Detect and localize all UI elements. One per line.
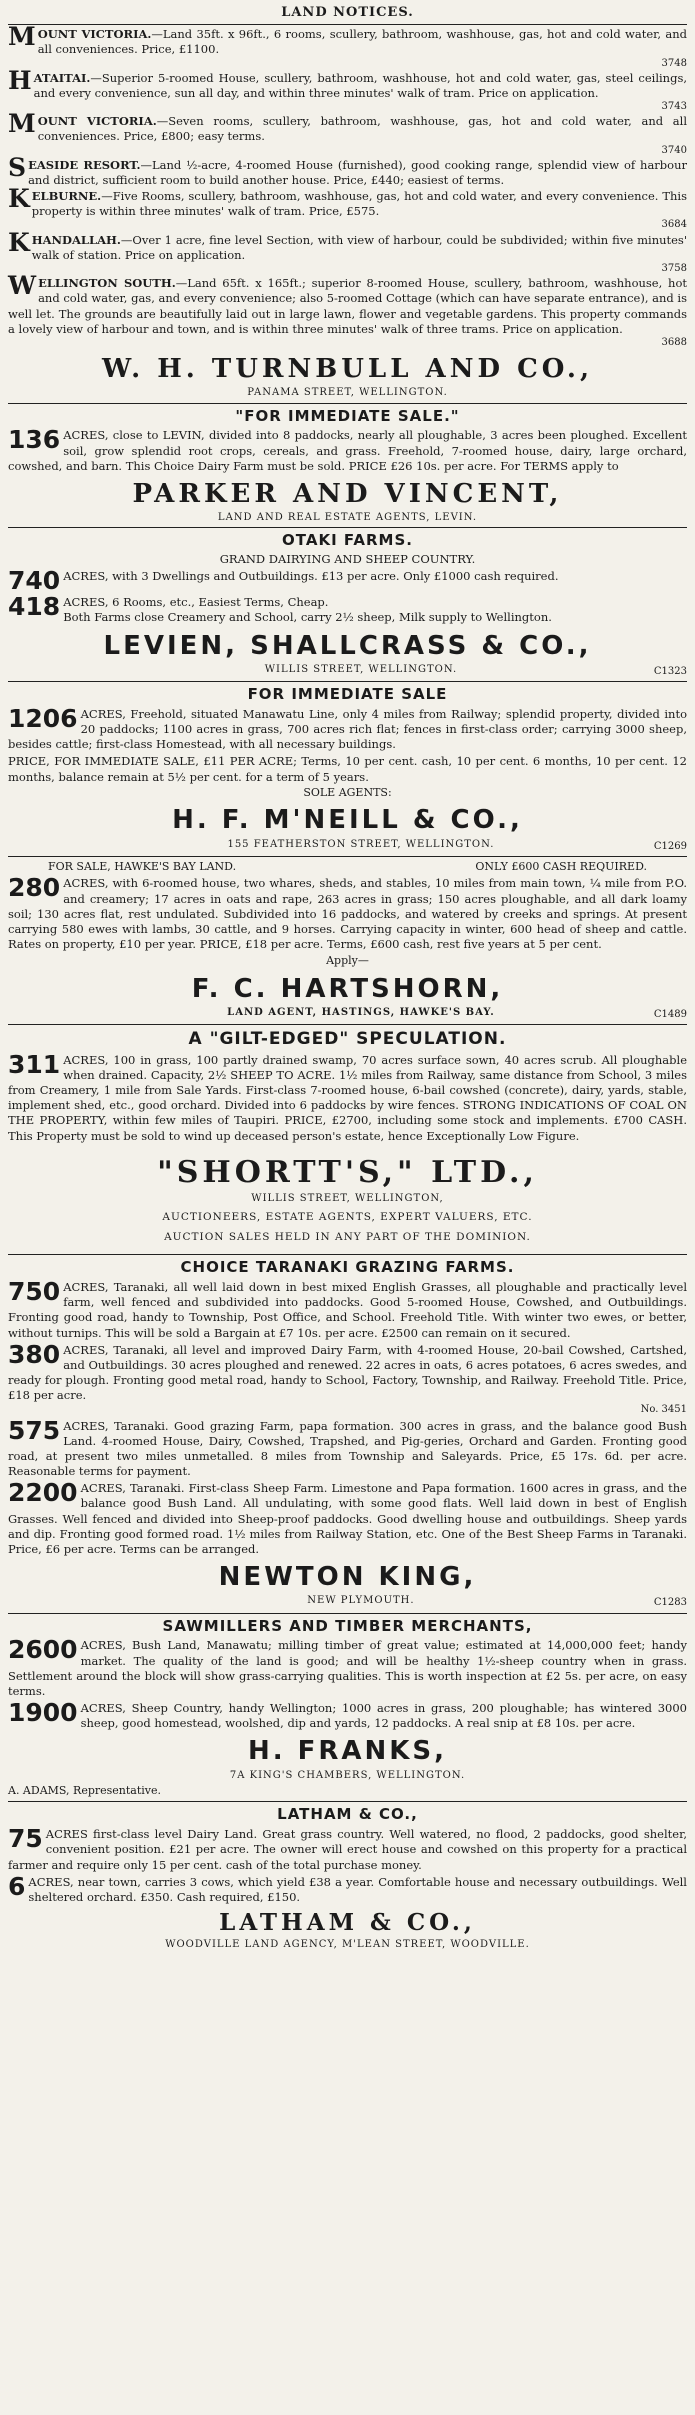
section-title: CHOICE TARANAKI GRAZING FARMS. <box>180 1258 515 1277</box>
listing <box>8 595 687 625</box>
notice-lead: ATAITAI. <box>33 70 91 85</box>
notice-ref: 3743 <box>661 101 687 113</box>
listing-text: ACRES, Sheep Country, handy Wellington; 1000 acres in grass, 200 ploughable; has wintered 3000 sheep, good homestead, woolshed, dip and yards, 12 paddocks. A real snip at £8 10s. per acre. <box>80 1701 687 1731</box>
listing-text: ACRES, Taranaki, all level and improved Dairy Farm, with 4-roomed House, 20-bail Cowshed, Cartshed, and Outbuildings. 30 acres ploughed and renewed. 22 acres in oats, 6 acres potatoes, 6 acres swedes, and ready for plough. Fronting good metal road, handy to School, Factory, Township, and Railway. Freehold Title. Price, £18 per acre. <box>8 1342 687 1403</box>
dropcap: H <box>8 65 32 95</box>
listing <box>8 876 687 952</box>
immediate-sale-levin <box>8 407 687 525</box>
notice-ref: C1269 <box>653 840 687 852</box>
listing-text: ACRES, with 3 Dwellings and Outbuildings. £13 per acre. Only £1000 cash required. <box>63 569 559 584</box>
notice-ref: 3740 <box>661 144 687 156</box>
latham-section <box>8 1805 687 1951</box>
apply-label: Apply— <box>326 954 369 968</box>
listing-acres: 380 <box>8 1342 61 1369</box>
gilt-edged-speculation <box>8 1028 687 1251</box>
listing <box>8 428 687 474</box>
notice-text: —Land 35ft. x 96ft., 6 rooms, scullery, bathroom, washhouse, gas, hot and cold water, and all conveniences. Price, £1100. <box>37 27 687 57</box>
listing <box>8 1419 687 1480</box>
listing-acres: 2200 <box>8 1481 78 1508</box>
notice-ref: 3758 <box>661 262 687 274</box>
listing-text: ACRES, close to LEVIN, divided into 8 paddocks, nearly all ploughable, 3 acres been ploughed. Excellent soil, grow splendid root crops, cereals, and grass. Freehold, 7-roomed house, dairy, large orchard, cowshed, and barn. This Choice Dairy Farm must be sold. PRICE £26 10s. per acre. For TERMS apply to <box>8 428 687 473</box>
agent-name: F. C. HARTSHORN, <box>191 973 504 1004</box>
turnbull-name: W. H. TURNBULL AND CO., <box>101 354 594 385</box>
otaki-farms <box>8 531 687 678</box>
notice-item <box>8 152 687 188</box>
listing <box>8 1481 687 1557</box>
listing <box>8 1280 687 1341</box>
section-subtitle: GRAND DAIRYING AND SHEEP COUNTRY. <box>219 552 476 567</box>
notice-lead: ELLINGTON SOUTH. <box>38 276 176 291</box>
listing-acres: 311 <box>8 1052 61 1079</box>
hawkes-left: FOR SALE, HAWKE'S BAY LAND. <box>48 859 237 873</box>
listing-text-line2: Both Farms close Creamery and School, carry 2½ sheep, Milk supply to Wellington. <box>63 610 552 625</box>
notice-lead: OUNT VICTORIA. <box>37 114 157 129</box>
notice-ref: 3688 <box>661 336 687 348</box>
listing-text: ACRES, Taranaki. Good grazing Farm, papa formation. 300 acres in grass, and the balance good Bush Land. 4-roomed House, Dairy, Cowshed, Trapshed, and Pig-geries, Orchard and Garden. Fronting good road, at present two miles unmetalled. 8 miles from Township and Saleyards. Price, £5 17s. 6d. per acre. Reasonable terms for payment. <box>8 1418 687 1479</box>
notice-text: —Land 65ft. x 165ft.; superior 8-roomed House, scullery, bathroom, washhouse, hot and cold water, gas, and every convenience; also 5-roomed Cottage (which can have separate entrance), and is well let. The grounds are beautifully laid out in large lawn, flower and vegetable gardens. This property commands a lovely view of harbour and town, and is within three minutes' walk of three trams. Price on application. <box>8 276 687 336</box>
listing <box>8 1827 687 1873</box>
immediate-sale-manawatu <box>8 685 687 853</box>
listing-text: ACRES, 6 Rooms, etc., Easiest Terms, Cheap. <box>63 595 329 610</box>
notice-item <box>8 109 688 144</box>
dropcap: M <box>8 22 36 52</box>
turnbull-address: PANAMA STREET, WELLINGTON. <box>247 387 448 399</box>
notice-lead: OUNT VICTORIA. <box>37 27 152 42</box>
price-text: PRICE, FOR IMMEDIATE SALE, £11 PER ACRE; Terms, 10 per cent. cash, 10 per cent. 6 months, 10 per cent. 12 months, balance remain at 5½ per cent. for a term of 5 years. <box>8 754 687 784</box>
listing-text: ACRES, Bush Land, Manawatu; milling timber of great value; estimated at 14,000,000 feet; handy market. The quality of the land is good; and will be healthy 1½-sheep country when in grass. Settlement around the block will show grass-carrying qualities. This is worth inspection at £2 5s. per acre, on easy terms. <box>8 1638 687 1698</box>
section-title: A "GILT-EDGED" SPECULATION. <box>188 1029 507 1050</box>
section-title: FOR IMMEDIATE SALE <box>247 685 448 704</box>
agent-name: LATHAM & CO., <box>219 1909 476 1937</box>
listing-acres: 740 <box>8 569 61 594</box>
listing-text: ACRES, Freehold, situated Manawatu Line, only 4 miles from Railway; splendid property, divided into 20 paddocks; 1100 acres in grass, 700 acres rich flat; fences in first-class order; carrying 3000 sheep, besides cattle; first-class Homestead, with all necessary buildings. <box>8 706 687 752</box>
agent-address: 7A KING'S CHAMBERS, WELLINGTON. <box>229 1769 466 1781</box>
divider <box>8 856 687 857</box>
notice-lead: EASIDE RESORT. <box>28 157 141 172</box>
listing <box>8 1875 687 1905</box>
listing-text: ACRES first-class level Dairy Land. Great grass country. Well watered, no flood, 2 paddocks, good shelter, convenient position. £21 per acre. The owner will erect house and cowshed on this property for a practical farmer and require only 15 per cent. cash of the total purchase money. <box>8 1827 687 1872</box>
listing-acres: 2600 <box>8 1638 78 1665</box>
listing <box>8 1701 687 1731</box>
agent-name: H. FRANKS, <box>247 1736 448 1767</box>
section-title: LATHAM & CO., <box>277 1805 418 1824</box>
notice-ref: C1489 <box>653 1009 687 1021</box>
section-title: "FOR IMMEDIATE SALE." <box>235 406 460 425</box>
taranaki-farms <box>8 1258 687 1609</box>
listing-text: ACRES, with 6-roomed house, two whares, sheds, and stables, 10 miles from main town, ¼ mile from P.O. and creamery; 17 acres in oats and rape, 263 acres in grass; 150 acres ploughable, and all dark loamy soil; 130 acres flat, rest undulated. Subdivided into 16 paddocks, and watered by creeks and springs. At present carrying 580 ewes with lambs, 30 cattle, and 9 horses. Carrying capacity in winter, 600 head of sheep and cattle. Rates on property, £10 per year. PRICE, £18 per acre. Terms, £600 cash, rest five years at 5 per cent. <box>8 876 687 952</box>
divider <box>8 403 687 404</box>
notice-text: —Seven rooms, scullery, bathroom, washhouse, gas, hot and cold water, and all conveniences. Price, £800; easy terms. <box>37 114 688 144</box>
agent-name: H. F. M'NEILL & CO., <box>172 805 523 836</box>
notice-item <box>8 22 687 57</box>
divider <box>8 681 687 682</box>
agent-address: WILLIS STREET, WELLINGTON. <box>264 663 458 675</box>
notice-lead: HANDALLAH. <box>31 232 121 247</box>
notice-text: —Superior 5-roomed House, scullery, bathroom, washhouse, hot and cold water, gas, steel ceilings, and every convenience, sun all day, and within three minutes' walk of tram. Price on application. <box>33 70 687 100</box>
agent-address: WOODVILLE LAND AGENCY, M'LEAN STREET, WOODVILLE. <box>165 1939 530 1951</box>
dropcap: S <box>8 152 27 182</box>
hawkes-header <box>8 860 687 875</box>
notice-ref: No. 3451 <box>640 1404 687 1416</box>
notice-item <box>8 227 687 263</box>
agent-footer <box>8 1594 687 1609</box>
notice-item <box>8 184 687 219</box>
hawkes-bay-land <box>8 860 687 1021</box>
listing <box>8 1343 687 1404</box>
notice-text: —Five Rooms, scullery, bathroom, washhouse, gas, hot and cold water, and every convenience. This property is within three minutes' walk of tram. Price, £575. <box>31 189 687 219</box>
listing <box>8 569 687 593</box>
listing-text: ACRES, near town, carries 3 cows, which yield £38 a year. Comfortable house and necessary outbuildings. Well sheltered orchard. £350. Cash required, £150. <box>28 1874 687 1904</box>
agent-footer <box>8 838 687 853</box>
agent-address: NEW PLYMOUTH. <box>307 1595 415 1607</box>
section-title: OTAKI FARMS. <box>282 531 413 550</box>
notice-text: —Land ½-acre, 4-roomed House (furnished), good cooking range, splendid view of harbour and district, sufficient room to build another house. Price, £440; easiest of terms. <box>28 157 687 187</box>
hawkes-right: ONLY £600 CASH REQUIRED. <box>475 859 647 873</box>
listing-acres: 280 <box>8 876 61 903</box>
agent-name: NEWTON KING, <box>218 1562 477 1593</box>
listing-text: ACRES, Taranaki, all well laid down in best mixed English Grasses, all ploughable and practically level farm, well fenced and subdivided into paddocks. Good 5-roomed House, Cowshed, and Outbuildings. Fronting good road, handy to Township, Post Office, and School. Freehold Title. With winter two ewes, or better, without turnips. This will be sold a Bargain at £7 10s. per acre. £2500 can remain on it secured. <box>8 1279 687 1340</box>
divider <box>8 527 687 528</box>
agent-name: LEVIEN, SHALLCRASS & CO., <box>103 630 592 661</box>
notice-item <box>8 271 687 337</box>
listing <box>8 1053 687 1144</box>
agent-address: WILLIS STREET, WELLINGTON, <box>251 1193 444 1205</box>
agent-address: LAND AND REAL ESTATE AGENTS, LEVIN. <box>217 512 478 524</box>
listing-acres: 575 <box>8 1418 61 1445</box>
agent-name: PARKER AND VINCENT, <box>132 478 563 509</box>
divider <box>8 1024 687 1025</box>
agent-services: AUCTIONEERS, ESTATE AGENTS, EXPERT VALUERS, ETC. <box>162 1211 533 1224</box>
divider <box>8 1613 687 1614</box>
divider <box>8 1801 687 1802</box>
page-header: LAND NOTICES. <box>8 4 687 25</box>
listing <box>8 707 687 753</box>
auction-notice: AUCTION SALES HELD IN ANY PART OF THE DOMINION. <box>164 1231 531 1244</box>
notice-text: —Over 1 acre, fine level Section, with view of harbour, could be subdivided; within five minutes' walk of station. Price on application. <box>31 232 687 262</box>
notice-item <box>8 65 687 101</box>
notice-ref: 3684 <box>661 219 687 231</box>
notice-lead: ELBURNE. <box>31 189 102 204</box>
agent-address: LAND AGENT, HASTINGS, HAWKE'S BAY. <box>227 1007 495 1019</box>
listing-acres: 1900 <box>8 1701 78 1728</box>
listing-acres: 750 <box>8 1279 61 1306</box>
dropcap: K <box>8 227 30 257</box>
agent-footer <box>8 663 687 678</box>
dropcap: M <box>8 109 36 139</box>
notice-ref: C1283 <box>653 1597 687 1609</box>
land-notices-section <box>8 22 688 399</box>
section-title: SAWMILLERS AND TIMBER MERCHANTS, <box>162 1616 533 1635</box>
notice-ref: 3748 <box>661 57 687 69</box>
dropcap: K <box>8 184 30 214</box>
listing-acres: 6 <box>8 1874 26 1901</box>
dropcap: W <box>8 271 37 301</box>
listing-text: ACRES, 100 in grass, 100 partly drained swamp, 70 acres surface sown, 40 acres scrub. All ploughable when drained. Capacity, 2½ SHEEP TO ACRE. 1½ miles from Railway, same distance from School, 3 miles from Creamery, 1 mile from Sale Yards. First-class 7-roomed house, 6-bail cowshed (concrete), dairy, yards, stable, implement shed, etc., good orchard. Divided into 6 paddocks by wire fences. STRONG INDICATIONS OF COAL ON THE PROPERTY, within few miles of Taupiri. PRICE, £2700, including some stock and implements. £700 CASH. This Property must be sold to wind up deceased person's estate, hence Exceptionally Low Figure. <box>8 1052 687 1143</box>
representative: A. ADAMS, Representative. <box>8 1783 162 1797</box>
divider <box>8 1254 687 1255</box>
agent-footer <box>8 1006 687 1021</box>
listing-acres: 1206 <box>8 706 78 733</box>
listing-acres: 418 <box>8 595 61 622</box>
notice-ref: C1323 <box>653 665 687 677</box>
listing <box>8 1638 687 1699</box>
sawmillers-section <box>8 1617 687 1799</box>
listing-acres: 75 <box>8 1827 43 1854</box>
listing-acres: 136 <box>8 428 61 455</box>
agent-address: 155 FEATHERSTON STREET, WELLINGTON. <box>227 838 495 850</box>
agent-name: "SHORTT'S," LTD., <box>157 1154 538 1190</box>
listing-text: ACRES, Taranaki. First-class Sheep Farm. Limestone and Papa formation. 1600 acres in grass, and the balance good Bush Land. All undulating, with some good flats. Well laid down in best of English Grasses. Well fenced and divided into Sheep-proof paddocks. Good dwelling house and outbuildings. Sheep yards and dip. Fronting good formed road. 1½ miles from Railway Station, etc. One of the Best Sheep Farms in Taranaki. Price, £6 per acre. Terms can be arranged. <box>8 1481 687 1556</box>
sole-agents-label: SOLE AGENTS: <box>303 785 392 799</box>
